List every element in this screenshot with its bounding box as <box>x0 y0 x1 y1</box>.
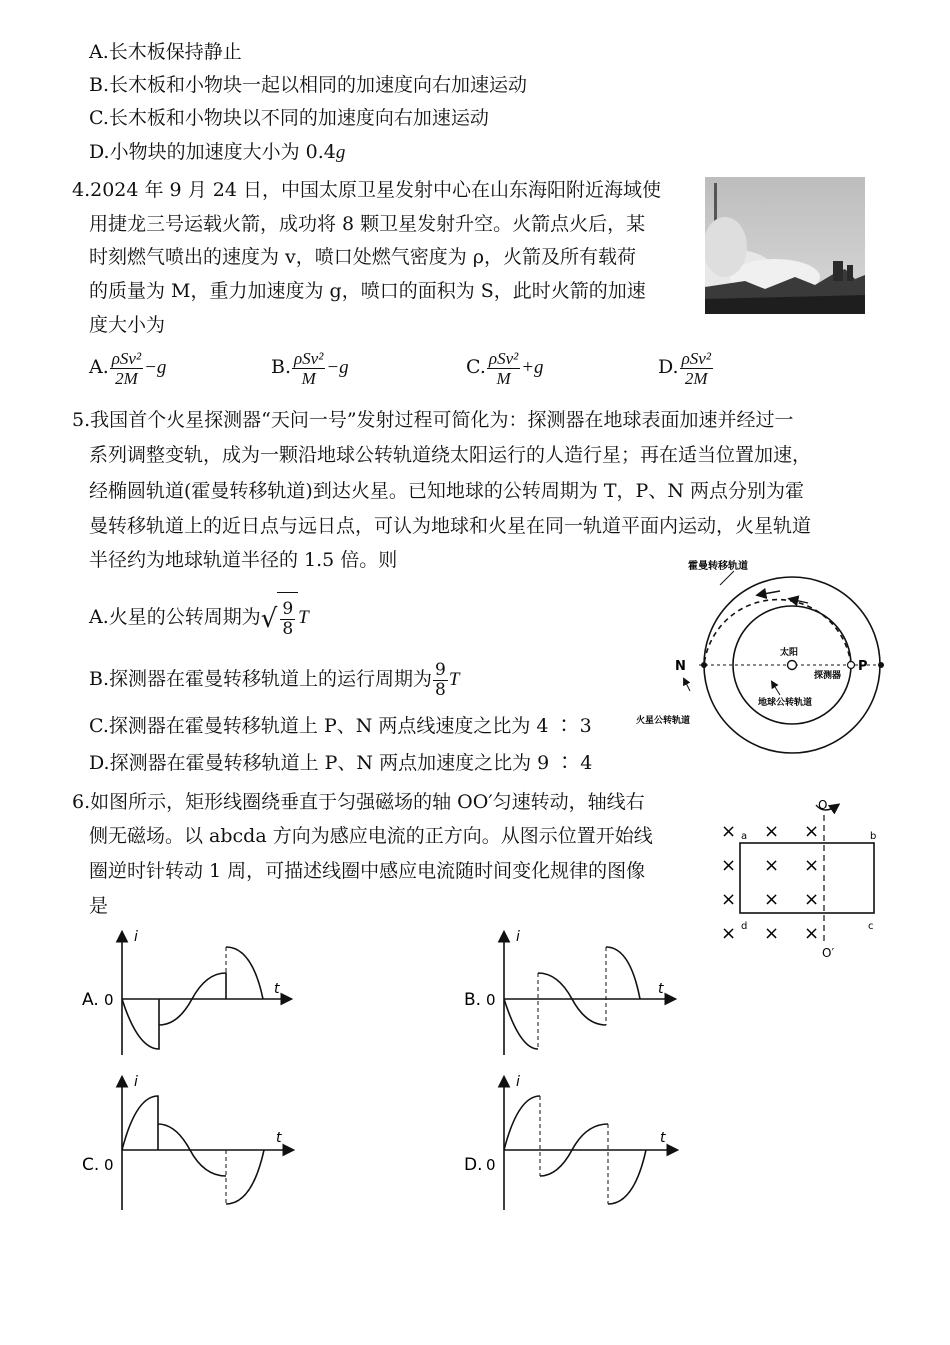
axis-o-label: O <box>818 798 828 812</box>
svg-text:×: × <box>764 855 780 876</box>
sun-label: 太阳 <box>780 648 799 658</box>
q5-line-4: 曼转移轨道上的近日点与远日点，可认为地球和火星在同一轨道平面内运动，火星轨道 <box>89 515 812 537</box>
rocket-launch-photo <box>705 177 865 314</box>
q3-option-a: A.长木板保持静止 <box>89 41 242 63</box>
graph-d-ylabel: i <box>516 1074 520 1090</box>
q6-line-4: 是 <box>89 895 109 917</box>
point-n-label: N <box>675 659 686 674</box>
graph-b-xlabel: t <box>658 981 664 997</box>
magnetic-field-crosses <box>721 821 819 944</box>
q5-option-a: A.火星的公转周期为√ $\frac{9}{8}$ T <box>89 592 309 642</box>
sqrt-symbol: √ $\frac{9}{8}$ <box>261 592 298 644</box>
svg-text:×: × <box>721 855 737 876</box>
graph-b-zero: 0 <box>486 991 496 1009</box>
graph-c-zero: 0 <box>104 1156 114 1174</box>
q5-option-b: B.探测器在霍曼转移轨道上的运行周期为 $\frac{9}{8}$ T <box>89 659 460 700</box>
q5-line-2: 系列调整变轨，成为一颗沿地球公转轨道绕太阳运行的人造行星；再在适当位置加速， <box>89 444 812 466</box>
q6-line-2: 侧无磁场。以 abcda 方向为感应电流的正方向。从图示位置开始线 <box>89 825 653 847</box>
axis-o2-label: O′ <box>822 946 835 960</box>
coil-diagram <box>712 795 892 965</box>
corner-a-label: a <box>741 831 748 842</box>
earth-orbit-label: 地球公转轨道 <box>758 698 813 708</box>
probe-label: 探测器 <box>814 671 842 681</box>
corner-b-label: b <box>870 831 877 842</box>
transfer-orbit <box>704 600 851 665</box>
q3-option-c: C.长木板和小物块以不同的加速度向右加速运动 <box>89 107 489 129</box>
corner-d-label: d <box>741 921 748 932</box>
graph-c-label: C. <box>82 1155 100 1175</box>
q4-option-a: A. $\frac{\text{ρSv²}}{2M}$ −g <box>89 348 167 388</box>
probe-marker <box>848 662 855 669</box>
q4-option-c: C. $\frac{\text{ρSv²}}{M}$ +g <box>466 348 544 388</box>
graph-b-ylabel: i <box>516 929 520 945</box>
graph-d-label: D. <box>464 1155 483 1175</box>
hohmann-orbit-diagram <box>630 555 900 770</box>
svg-text:×: × <box>804 821 820 842</box>
graph-d-zero: 0 <box>486 1156 496 1174</box>
sun-marker <box>788 661 797 670</box>
q6-line-3: 圈逆时针转动 1 周，可描述线圈中感应电流随时间变化规律的图像 <box>89 860 646 882</box>
svg-text:×: × <box>804 855 820 876</box>
graph-d <box>462 1070 692 1215</box>
svg-text:×: × <box>721 821 737 842</box>
q5-line-1: 5.我国首个火星探测器“天问一号”发射过程可简化为：探测器在地球表面加速并经过一 <box>72 409 794 431</box>
hohmann-label: 霍曼转移轨道 <box>688 561 748 572</box>
svg-text:×: × <box>804 889 820 910</box>
q4-line-5: 度大小为 <box>89 314 166 336</box>
corner-c-label: c <box>868 921 874 932</box>
graph-a-xlabel: t <box>274 981 280 997</box>
svg-text:×: × <box>764 923 780 944</box>
graph-c-ylabel: i <box>134 1074 138 1090</box>
q4-option-d: D. $\frac{\text{ρSv²}}{2M}$ <box>658 348 711 388</box>
svg-text:×: × <box>764 821 780 842</box>
point-p-label: P <box>858 659 868 674</box>
q3-option-d: D.小物块的加速度大小为 0.4g <box>89 141 346 163</box>
svg-text:×: × <box>721 923 737 944</box>
graph-b-label: B. <box>464 990 482 1010</box>
graph-c <box>80 1070 300 1215</box>
q4-line-2: 用捷龙三号运载火箭，成功将 8 颗卫星发射升空。火箭点火后，某 <box>89 213 646 235</box>
q3-option-b: B.长木板和小物块一起以相同的加速度向右加速运动 <box>89 74 528 96</box>
q5-line-5: 半径约为地球轨道半径的 1.5 倍。则 <box>89 549 398 571</box>
graph-c-xlabel: t <box>276 1130 282 1146</box>
svg-text:×: × <box>764 889 780 910</box>
svg-text:×: × <box>804 923 820 944</box>
q4-line-3: 时刻燃气喷出的速度为 v，喷口处燃气密度为 ρ，火箭及所有载荷 <box>89 246 636 268</box>
q6-line-1: 6.如图所示，矩形线圈绕垂直于匀强磁场的轴 OO′匀速转动，轴线右 <box>72 791 645 813</box>
graph-d-xlabel: t <box>660 1130 666 1146</box>
mars-orbit-label: 火星公转轨道 <box>636 716 691 726</box>
graph-a-ylabel: i <box>134 929 138 945</box>
q5-line-3: 经椭圆轨道(霍曼转移轨道)到达火星。已知地球的公转周期为 T，P、N 两点分别为霍 <box>89 480 804 502</box>
graph-a <box>80 925 300 1065</box>
q5-option-c: C.探测器在霍曼转移轨道上 P、N 两点线速度之比为 4 ∶ 3 <box>89 715 592 737</box>
q5-option-d: D.探测器在霍曼转移轨道上 P、N 两点加速度之比为 9 ∶ 4 <box>89 752 593 774</box>
graph-a-zero: 0 <box>104 991 114 1009</box>
graph-a-label: A. <box>82 990 99 1010</box>
q4-line-4: 的质量为 M，重力加速度为 g，喷口的面积为 S，此时火箭的加速 <box>89 280 646 302</box>
q4-option-b: B. $\frac{\text{ρSv²}}{M}$ −g <box>271 348 349 388</box>
graph-b <box>462 925 692 1065</box>
svg-text:×: × <box>721 889 737 910</box>
q4-line-1: 4.2024 年 9 月 24 日，中国太原卫星发射中心在山东海阳附近海域使 <box>72 179 661 201</box>
